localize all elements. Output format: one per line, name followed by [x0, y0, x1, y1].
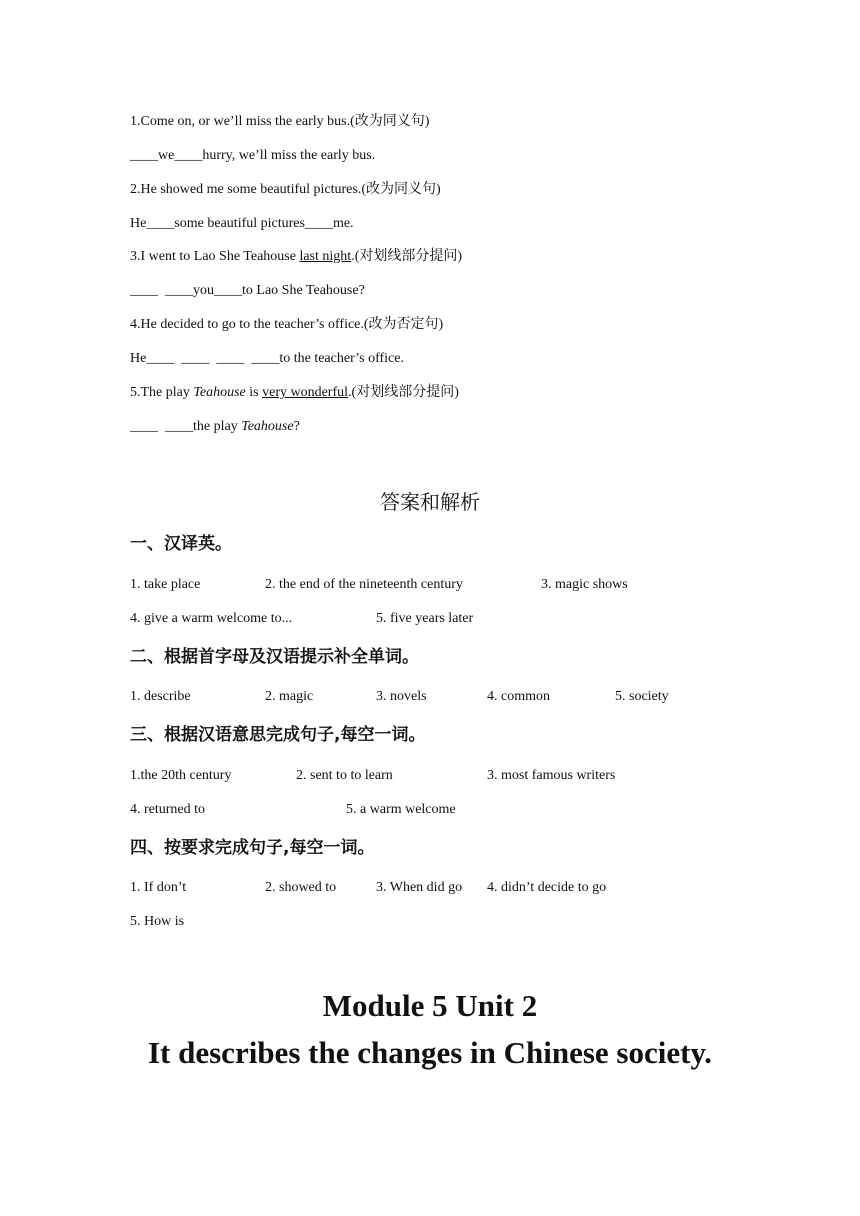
question-5: 5.The play Teahouse is very wonderful.(对划线部分提问) — [130, 385, 459, 400]
answer-item: 2. sent to to learn — [296, 768, 393, 783]
answer-item: 5. How is — [130, 914, 185, 929]
answer-item: 3. most famous writers — [487, 768, 616, 783]
answer-item: 4. common — [487, 689, 550, 704]
answer-item: 4. didn’t decide to go — [487, 880, 607, 895]
question-2-blank: He____some beautiful pictures____me. — [130, 216, 354, 231]
answer-item: 1. If don’t — [130, 880, 187, 895]
section-heading: 二、根据首字母及汉语提示补全单词。 — [130, 647, 419, 667]
question-5-blank: ____ ____the play Teahouse? — [130, 419, 300, 434]
answer-item: 2. showed to — [265, 880, 337, 895]
answer-item: 3. novels — [376, 689, 427, 704]
unit-title: It describes the changes in Chinese society. — [147, 1035, 712, 1070]
answers-title: 答案和解析 — [380, 490, 480, 514]
answer-item: 3. magic shows — [541, 577, 628, 592]
answer-item: 5. a warm welcome — [346, 802, 456, 817]
question-1-blank: ____we____hurry, we’ll miss the early bus. — [130, 148, 376, 163]
question-4-blank: He____ ____ ____ ____to the teacher’s office. — [130, 351, 404, 366]
answer-item: 2. the end of the nineteenth century — [265, 577, 463, 592]
question-3: 3.I went to Lao She Teahouse last night.(对划线部分提问) — [130, 249, 463, 264]
question-2: 2.He showed me some beautiful pictures.(改为同义句) — [130, 182, 441, 197]
answer-item: 1. describe — [130, 689, 191, 704]
question-1: 1.Come on, or we’ll miss the early bus.(改为同义句) — [130, 114, 430, 129]
question-4: 4.He decided to go to the teacher’s office.(改为否定句) — [130, 317, 444, 332]
answer-item: 2. magic — [265, 689, 314, 704]
answer-item: 3. When did go — [376, 880, 463, 895]
answer-item: 5. society — [615, 689, 669, 704]
section-heading: 一、汉译英。 — [130, 534, 232, 554]
module-title: Module 5 Unit 2 — [322, 988, 538, 1023]
section-heading: 三、根据汉语意思完成句子,每空一词。 — [130, 725, 426, 745]
question-3-blank: ____ ____you____to Lao She Teahouse? — [130, 283, 365, 298]
answer-item: 4. give a warm welcome to... — [130, 611, 293, 626]
underlined-phrase: very wonderful — [262, 385, 349, 400]
answer-item: 5. five years later — [376, 611, 474, 626]
answer-item: 1. take place — [130, 577, 201, 592]
answer-item: 4. returned to — [130, 802, 206, 817]
underlined-phrase: last night — [299, 249, 352, 264]
section-heading: 四、按要求完成句子,每空一词。 — [130, 838, 375, 858]
answer-item: 1.the 20th century — [130, 768, 232, 783]
